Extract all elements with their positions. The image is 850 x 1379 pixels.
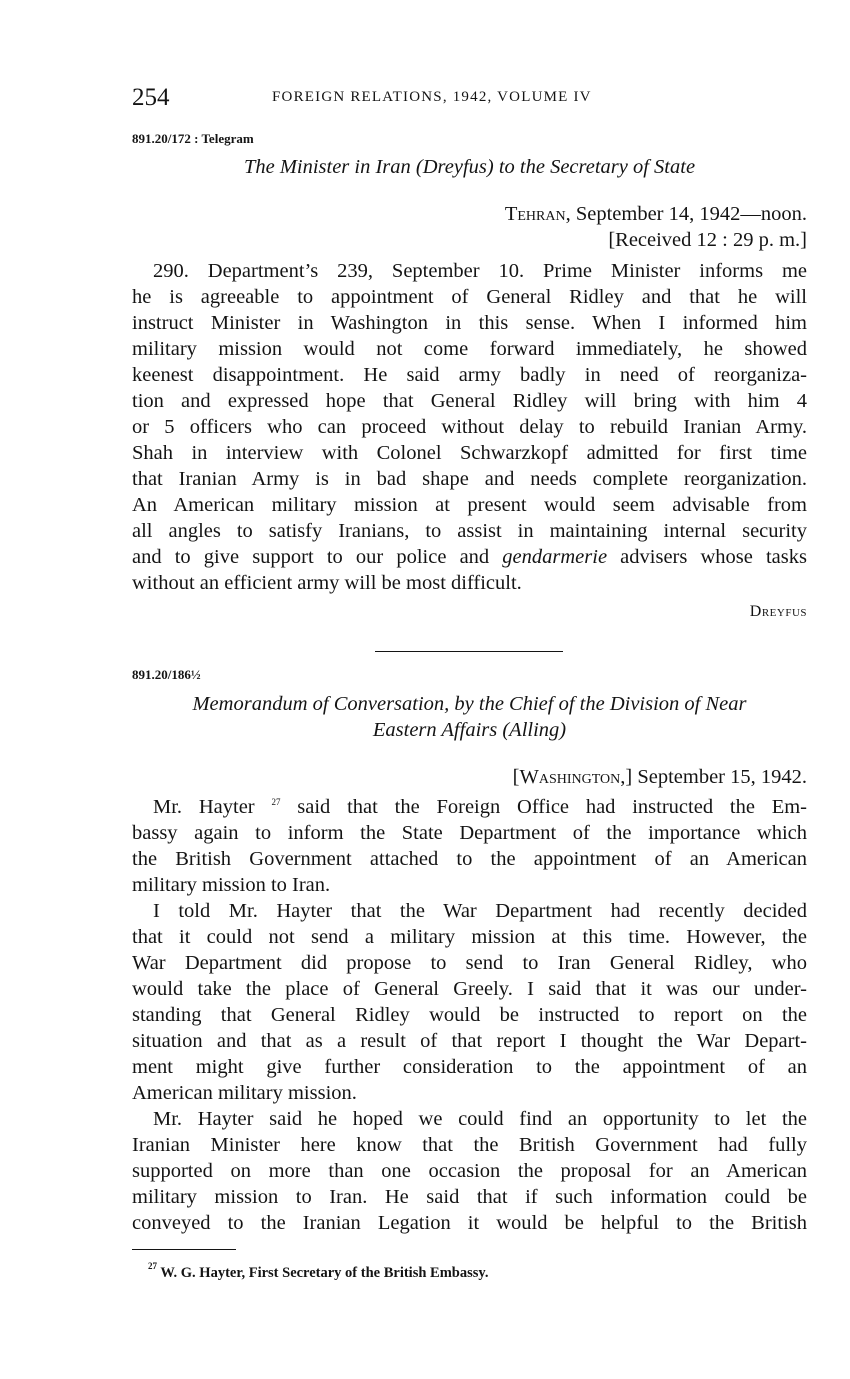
body-line: instruct Minister in Washington in this sense. When I informed him	[132, 312, 807, 334]
body-line: or 5 officers who can proceed without delay to rebuild Iranian Army.	[132, 416, 807, 438]
body-line: military mission to Iran. He said that if such information could be	[132, 1186, 807, 1208]
body-line: conveyed to the Iranian Legation it would be helpful to the British	[132, 1212, 807, 1234]
body-line: the British Government attached to the appointment of an American	[132, 848, 807, 870]
body-line	[132, 794, 807, 820]
footnote-mark: 27	[148, 1261, 157, 1271]
body-line: ment might give further consideration to the appointment of an	[132, 1056, 807, 1078]
body-text: Mr. Hayter	[153, 796, 255, 818]
doc2-title-line-1: Memorandum of Conversation, by the Chief of the Division of Near	[192, 693, 747, 715]
footnote-text: W. G. Hayter, First Secretary of the British Embassy.	[157, 1265, 489, 1281]
body-line: Mr. Hayter said he hoped we could find an opportunity to let the	[153, 1108, 807, 1130]
running-head: FOREIGN RELATIONS, 1942, VOLUME IV	[272, 89, 592, 105]
body-text: and to give support to our police and	[132, 546, 503, 568]
doc1-dateline-place: Tehran	[504, 203, 566, 225]
footnote-divider	[132, 1249, 236, 1250]
body-line: would take the place of General Greely. I said that it was our under-	[132, 978, 807, 1000]
page-header	[132, 84, 807, 114]
body-text: said that the Foreign Office had instructed the Em-	[280, 796, 808, 818]
footnote	[148, 1261, 489, 1282]
body-line: An American military mission at present would seem advisable from	[132, 494, 807, 516]
doc2-paragraph-1	[132, 794, 807, 898]
doc2-dateline-place: Washington	[519, 766, 621, 788]
body-line: that Iranian Army is in bad shape and needs complete reorganization.	[132, 468, 807, 490]
body-line: standing that General Ridley would be instructed to report on the	[132, 1004, 807, 1026]
body-line	[132, 544, 807, 570]
doc2-paragraph-2	[132, 898, 807, 1106]
body-line: Iranian Minister here know that the British Government had fully	[132, 1134, 807, 1156]
body-line: tion and expressed hope that General Ridley will bring with him 4	[132, 390, 807, 412]
doc1-title: The Minister in Iran (Dreyfus) to the Secretary of State	[243, 156, 696, 178]
body-line: supported on more than one occasion the proposal for an American	[132, 1160, 807, 1182]
doc2-file-reference: 891.20/186½	[132, 667, 201, 682]
body-line: all angles to satisfy Iranians, to assist in maintaining internal security	[132, 520, 807, 542]
body-line: 290. Department’s 239, September 10. Prime Minister informs me	[153, 260, 807, 282]
body-line: War Department did propose to send to Iran General Ridley, who	[132, 952, 807, 974]
body-line: situation and that as a result of that report I thought the War Depart-	[132, 1030, 807, 1052]
body-line: I told Mr. Hayter that the War Department had recently decided	[153, 900, 807, 922]
body-line: bassy again to inform the State Department of the importance which	[132, 822, 807, 844]
doc2-paragraph-3	[132, 1106, 807, 1236]
page-number: 254	[132, 84, 170, 111]
bracket: [	[512, 766, 520, 788]
italic-term: gendarmerie	[502, 546, 608, 568]
doc1-received: [Received 12 : 29 p. m.]	[608, 229, 807, 251]
doc2-title-line-2: Eastern Affairs (Alling)	[372, 719, 567, 741]
doc1-file-reference: 891.20/172 : Telegram	[132, 131, 254, 146]
body-line: military mission to Iran.	[132, 874, 331, 896]
body-line: keenest disappointment. He said army badly in need of reorganiza-	[132, 364, 807, 386]
doc2-dateline-date: ,] September 15, 1942.	[620, 766, 807, 788]
body-line: American military mission.	[132, 1082, 357, 1104]
footnote-reference: 27	[271, 797, 281, 807]
doc1-dateline-date: , September 14, 1942—noon.	[565, 203, 807, 225]
doc1-body	[132, 258, 807, 596]
body-text: advisers whose tasks	[607, 546, 807, 568]
body-line: that it could not send a military mission at this time. However, the	[132, 926, 807, 948]
section-divider	[375, 651, 563, 652]
body-line: he is agreeable to appointment of General Ridley and that he will	[132, 286, 807, 308]
body-line: without an efficient army will be most difficult.	[132, 572, 522, 594]
doc1-signature: Dreyfus	[749, 603, 807, 620]
body-line: Shah in interview with Colonel Schwarzkopf admitted for first time	[132, 442, 807, 464]
body-line: military mission would not come forward immediately, he showed	[132, 338, 807, 360]
doc2-dateline	[132, 764, 807, 790]
doc1-dateline	[132, 201, 807, 227]
